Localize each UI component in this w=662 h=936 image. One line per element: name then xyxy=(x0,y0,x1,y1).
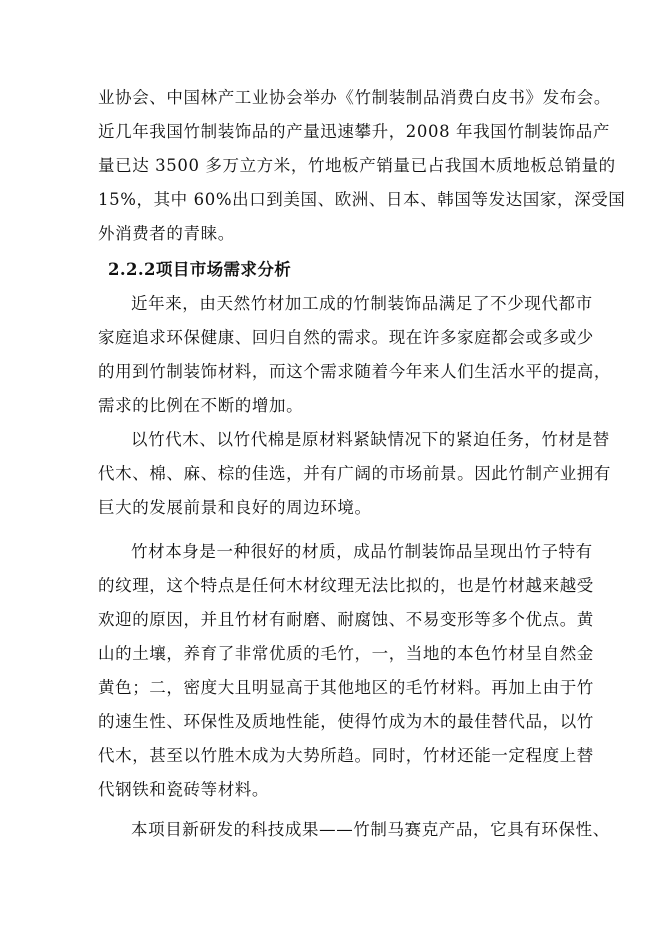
paragraph-line: 竹材本身是一种很好的材质，成品竹制装饰品呈现出竹子特有 xyxy=(131,542,593,561)
paragraph-line: 的速生性、环保性及质地性能，使得竹成为木的最佳替代品，以竹 xyxy=(98,712,594,731)
paragraph-line: 代钢铁和瓷砖等材料。 xyxy=(98,780,269,799)
paragraph-line: 家庭追求环保健康、回归自然的需求。现在许多家庭都会或多或少 xyxy=(98,328,594,347)
paragraph-line: 山的土壤，养育了非常优质的毛竹，一，当地的本色竹材呈自然金 xyxy=(98,644,594,663)
text-line: 15%，其中 60%出口到美国、欧洲、日本、韩国等发达国家，深受国 xyxy=(98,190,626,209)
paragraph-line: 代木、棉、麻、棕的佳选，并有广阔的市场前景。因此竹制产业拥有 xyxy=(98,464,611,483)
text-line: 近几年我国竹制装饰品的产量迅速攀升，2008 年我国竹制装饰品产 xyxy=(98,122,610,141)
text-line: 量已达 3500 多万立方米，竹地板产销量已占我国木质地板总销量的 xyxy=(98,156,616,175)
paragraph-line: 需求的比例在不断的增加。 xyxy=(98,396,304,415)
section-heading: 2.2.2项目市场需求分析 xyxy=(108,260,292,279)
paragraph-line: 巨大的发展前景和良好的周边环境。 xyxy=(98,498,372,517)
paragraph-line: 代木，甚至以竹胜木成为大势所趋。同时，竹材还能一定程度上替 xyxy=(98,746,594,765)
paragraph-line: 欢迎的原因，并且竹材有耐磨、耐腐蚀、不易变形等多个优点。黄 xyxy=(98,610,594,629)
paragraph-line: 本项目新研发的科技成果——竹制马赛克产品，它具有环保性、 xyxy=(131,820,610,839)
paragraph-line: 的纹理，这个特点是任何木材纹理无法比拟的，也是竹材越来越受 xyxy=(98,576,594,595)
paragraph-line: 的用到竹制装饰材料，而这个需求随着今年来人们生活水平的提高， xyxy=(98,362,611,381)
text-line: 业协会、中国林产工业协会举办《竹制装制品消费白皮书》发布会。 xyxy=(98,88,611,107)
paragraph-line: 黄色；二，密度大且明显高于其他地区的毛竹材料。再加上由于竹 xyxy=(98,678,594,697)
paragraph-line: 以竹代木、以竹代棉是原材料紧缺情况下的紧迫任务，竹材是替 xyxy=(131,430,610,449)
text-line: 外消费者的青睐。 xyxy=(98,224,235,243)
paragraph-line: 近年来，由天然竹材加工成的竹制装饰品满足了不少现代都市 xyxy=(131,294,593,313)
